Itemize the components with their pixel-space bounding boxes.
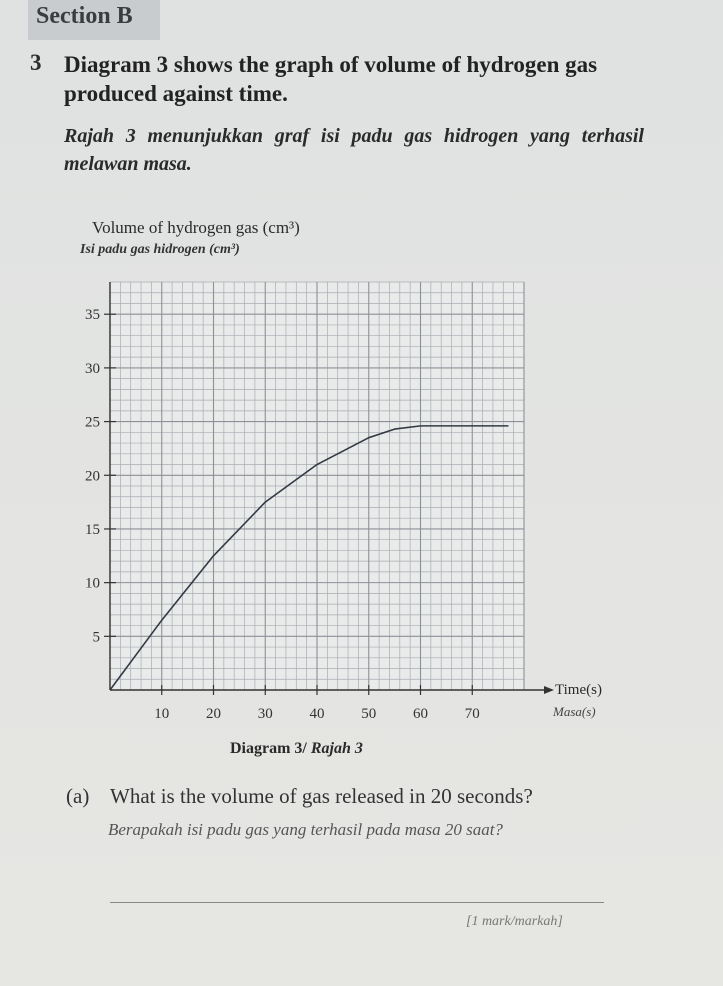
x-tick-label: 10 xyxy=(154,706,170,722)
diagram-caption xyxy=(230,740,363,758)
section-header: Section B xyxy=(28,0,160,40)
x-axis-label-malay: Masa(s) xyxy=(553,704,596,719)
question-text-malay: Rajah 3 menunjukkan graf isi padu gas hidrogen yang terhasil melawan masa. xyxy=(64,125,644,175)
x-axis-label: Time(s) xyxy=(555,682,602,698)
caption-malay: Rajah 3 xyxy=(310,740,363,757)
y-tick-label: 10 xyxy=(85,575,100,592)
y-axis-label-malay: Isi padu gas hidrogen (cm³) xyxy=(80,242,240,257)
x-tick-label: 60 xyxy=(413,706,428,722)
part-a-question-malay: Berapakah isi padu gas yang terhasil pada masa 20 saat? xyxy=(108,820,503,839)
part-a-question-english: What is the volume of gas released in 20 seconds? xyxy=(110,784,533,808)
x-tick-label: 30 xyxy=(257,706,273,722)
x-tick-label: 40 xyxy=(309,706,325,722)
y-tick-label: 25 xyxy=(85,414,100,431)
marks-allocation: [1 mark/markah] xyxy=(466,914,563,929)
answer-line[interactable] xyxy=(110,902,604,903)
y-axis-label: Volume of hydrogen gas (cm³) xyxy=(92,218,300,237)
x-tick-label: 70 xyxy=(464,706,480,722)
question-text-english: Diagram 3 shows the graph of volume of hydrogen gas produced against time. xyxy=(64,52,598,106)
y-tick-label: 30 xyxy=(85,360,100,377)
y-tick-label: 5 xyxy=(92,629,100,646)
part-a-label: (a) xyxy=(66,784,90,808)
x-tick-label: 50 xyxy=(361,706,377,722)
question-number: 3 xyxy=(30,50,42,75)
x-tick-label: 20 xyxy=(206,706,221,722)
y-tick-label: 15 xyxy=(85,521,100,538)
x-axis-arrow xyxy=(544,686,554,694)
y-tick-label: 35 xyxy=(85,307,100,324)
y-tick-label: 20 xyxy=(85,468,100,485)
caption-english: Diagram 3/ xyxy=(230,740,311,757)
